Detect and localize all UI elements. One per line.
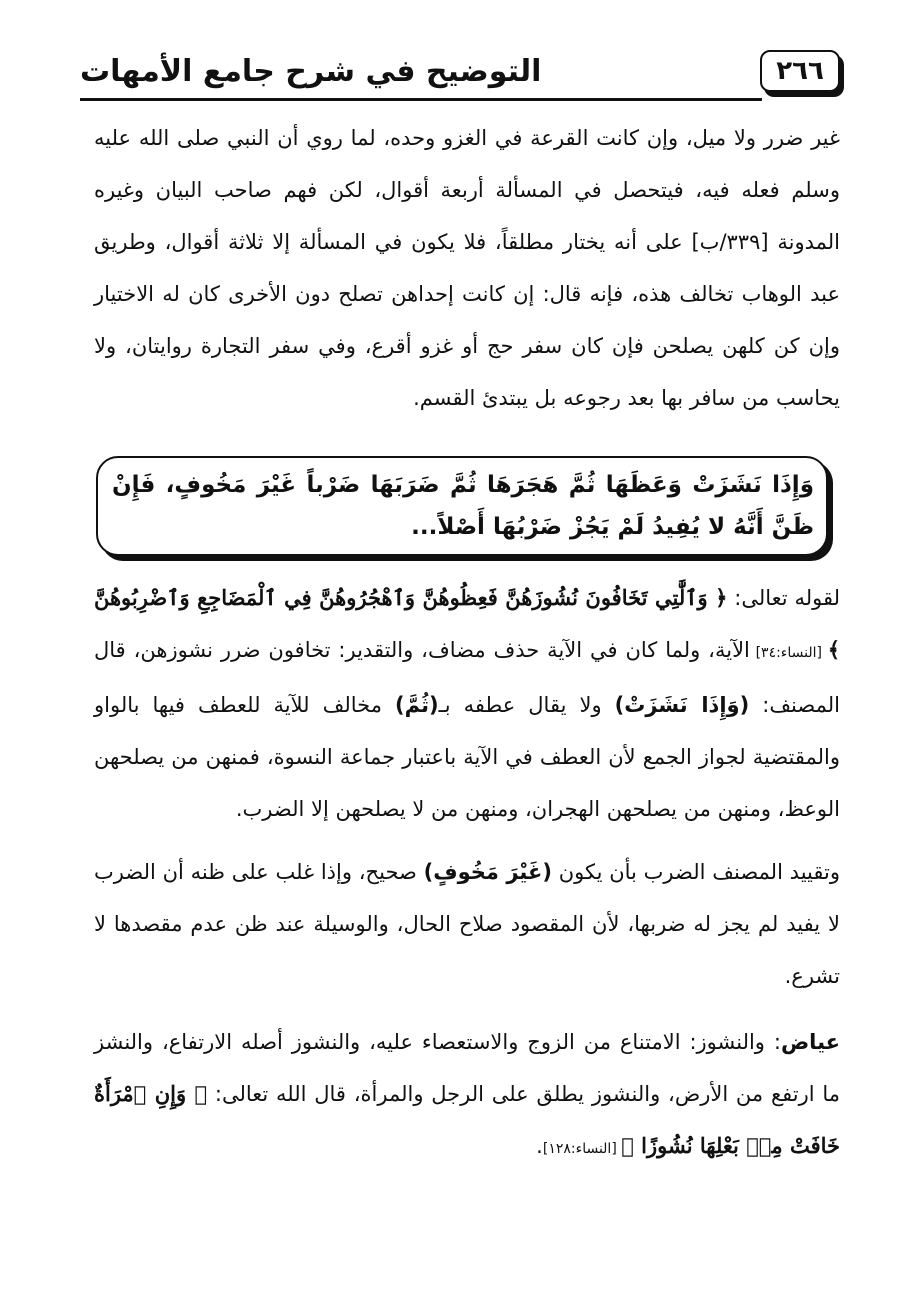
verse-reference: [النساء:٣٤]: [749, 645, 828, 661]
paragraph-commentary-continued: غير ضرر ولا ميل، وإن كانت القرعة في الغزو وحده، لما روي أن النبي صلى الله عليه وسلم فعله فيه، فيتحصل في المسألة أربعة أقوال، لكن فهم صاحب البيان وغيره المدونة [٣٣٩/ب] على أنه يختار مطلقاً، فلا يكون في المسألة إلا ثلاثة أقوال، وطريق عبد الوهاب تخالف هذه، فإنه قال: إن كانت إحداهن تصلح دون الأخرى كان له الاختيار وإن كن كلهن يصلحن فإن كان سفر حج أو غزو أقرع، وفي سفر التجارة روايتان، ولا يحاسب من سافر بها بعد رجوعه بل يبتدئ القسم.: [94, 126, 840, 410]
verse-reference: [النساء:١٢٨]: [542, 1141, 622, 1157]
matn-citation: (وَإِذَا نَشَزَتْ): [614, 693, 750, 717]
paragraph-iyad: [94, 1016, 840, 1175]
paragraph-text: : والنشوز: الامتناع من الزوج والاستعصاء عليه، والنشوز أصله الارتفاع، والنشز ما ارتفع من الأرض، والنشوز يطلق على الرجل والمرأة، قال الله تعالى:: [94, 1030, 841, 1106]
matn-text: وَإِذَا نَشَزَتْ وَعَظَهَا ثُمَّ هَجَرَهَا ثُمَّ ضَرَبَهَا ضَرْباً غَيْرَ مَخُوفٍ، فَإِنْ ظَنَّ أَنَّهُ لا يُفِيدُ لَمْ يَجُزْ ضَرْبُهَا أَصْلاً...: [112, 472, 814, 540]
paragraph-text: مخالف للآية للعطف فيها بالواو والمقتضية لجواز الجمع لأن العطف في الآية باعتبار جماعة النسوة، فمنهن من يصلحهن الوعظ، ومنهن من يصلحهن الهجران، ومنهن من لا يصلحهن إلا الضرب.: [94, 693, 840, 821]
paragraph-text: الآية، ولما كان في الآية حذف مضاف، والتقدير: تخافون ضرر نشوزهن، قال المصنف:: [94, 638, 840, 717]
quran-verse: ﴿ وَٱلَّٰتِي تَخَافُونَ نُشُوزَهُنَّ فَعِظُوهُنَّ وَٱهْجُرُوهُنَّ فِي ٱلْمَضَاجِعِ وَٱضْرِبُوهُنَّ ﴾: [94, 585, 840, 662]
paragraph-text: ولا يقال عطفه بـ: [438, 693, 615, 717]
running-title: التوضيح في شرح جامع الأمهات: [80, 54, 542, 89]
lead-text: لقوله تعالى:: [727, 586, 841, 610]
header-rule: [80, 98, 762, 101]
paragraph-restriction: [94, 846, 840, 1002]
paragraph-text: .: [536, 1134, 543, 1158]
quran-verse: ﴿ وَإِنِ ٱمْرَأَةٌ خَافَتْ مِنۢ بَعْلِهَا نُشُوزًا ﴾: [94, 1081, 840, 1158]
matn-quote-box: [96, 456, 828, 556]
page-header: [80, 48, 840, 98]
author-name: عياض: [780, 1030, 840, 1054]
page-number: ٢٦٦: [760, 50, 840, 92]
paragraph-text: صحيح، وإذا غلب على ظنه أن الضرب لا يفيد لم يجز له ضربها، لأن المقصود صلاح الحال، والوسيلة عند ظن عدم مقصدها لا تشرع.: [94, 860, 840, 988]
matn-citation: (ثُمَّ): [395, 693, 439, 717]
paragraph-quran-evidence: [94, 572, 840, 835]
matn-citation: (غَيْرَ مَخُوفٍ): [423, 860, 552, 884]
paragraph-text: وتقييد المصنف الضرب بأن يكون: [551, 860, 840, 884]
